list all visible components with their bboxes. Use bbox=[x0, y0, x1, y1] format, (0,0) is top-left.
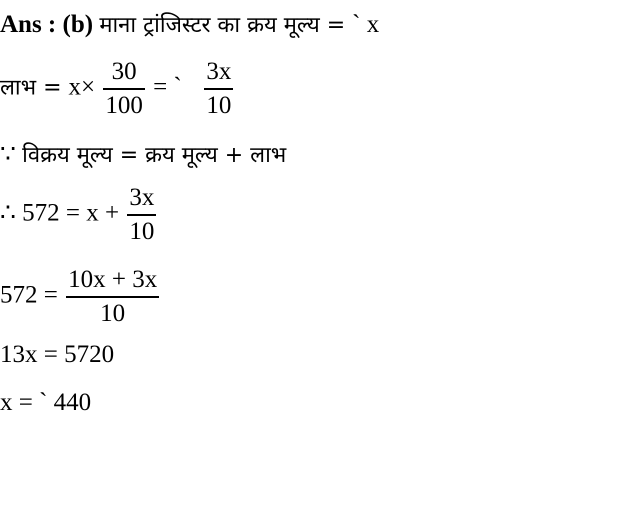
fraction-numerator: 30 bbox=[111, 58, 137, 85]
fraction-denominator: 100 bbox=[105, 91, 143, 119]
fraction-13x-10 bbox=[66, 266, 159, 328]
fraction-denominator: 10 bbox=[206, 91, 232, 119]
simplified-equation: 13x = 5720 bbox=[0, 341, 115, 368]
rupee-symbol: ` bbox=[173, 73, 182, 101]
statement-text: माना ट्रांजिस्टर का क्रय मूल्य = bbox=[99, 13, 353, 38]
variable-x: x bbox=[366, 11, 380, 38]
fraction-denominator: 10 bbox=[100, 299, 126, 327]
rupee-symbol: ` bbox=[352, 11, 361, 38]
fraction-30-100 bbox=[103, 58, 145, 120]
simplified-line bbox=[0, 340, 114, 370]
selling-price-statement: विक्रय मूल्य = क्रय मूल्य + लाभ bbox=[22, 143, 287, 168]
fraction-denominator: 10 bbox=[129, 217, 155, 245]
equation-lhs: ∴ 572 = x + bbox=[0, 199, 126, 227]
answer-line bbox=[0, 10, 379, 41]
result-equation: x = ` 440 bbox=[0, 389, 92, 416]
equation-lhs: 572 = bbox=[0, 281, 65, 309]
because-symbol: ∵ bbox=[0, 141, 16, 168]
profit-label: लाभ = bbox=[0, 75, 69, 101]
profit-expr: x× bbox=[68, 73, 96, 101]
because-line bbox=[0, 140, 286, 171]
equation-line bbox=[0, 266, 161, 328]
fraction-numerator: 10x + 3x bbox=[68, 266, 158, 293]
fraction-numerator: 3x bbox=[206, 58, 232, 85]
profit-line bbox=[0, 58, 235, 120]
fraction-3x-10 bbox=[204, 58, 233, 120]
result-line bbox=[0, 388, 91, 418]
answer-label: Ans : (b) bbox=[0, 11, 94, 38]
fraction-3x-10 bbox=[127, 184, 156, 246]
equals-sign: = bbox=[153, 73, 168, 101]
fraction-numerator: 3x bbox=[129, 184, 155, 211]
therefore-line bbox=[0, 184, 158, 246]
